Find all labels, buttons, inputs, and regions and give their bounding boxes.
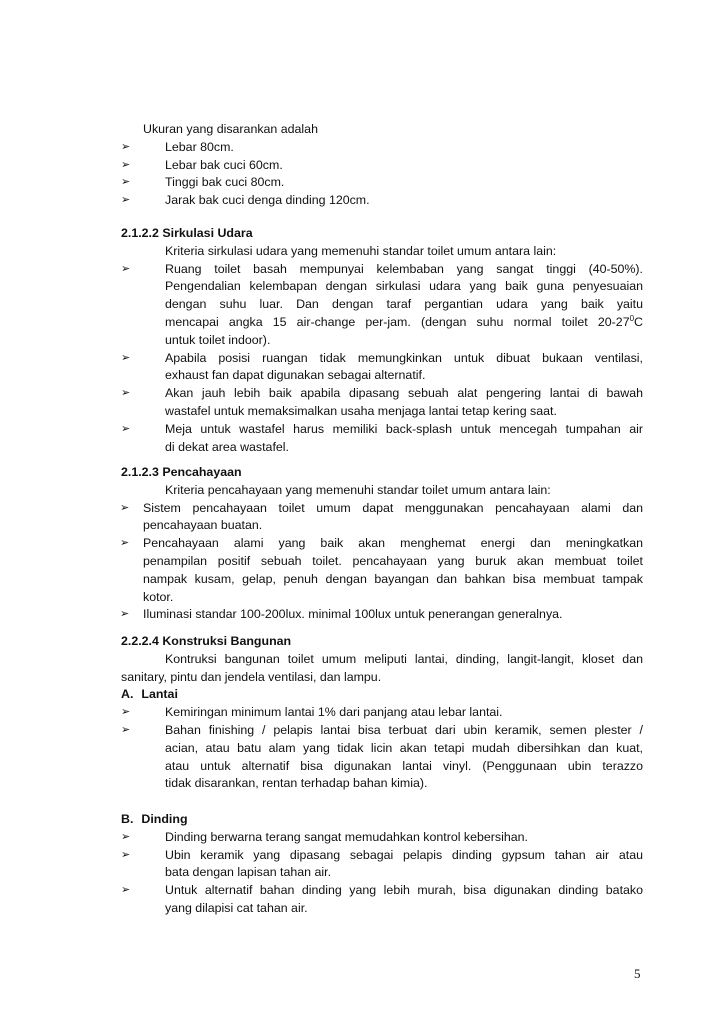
list-item: ➢ Akan jauh lebih baik apabila dipasang sebuah alat pengering lantai di bawah wastafel untuk memaksimalkan usaha menjaga lantai tetap kering saat. [121,386,643,418]
section-heading: 2.1.2.3 Pencahayaan [121,465,242,479]
arrow-bullet-icon: ➢ [121,387,131,400]
list-item: ➢ Meja untuk wastafel harus memiliki back-splash untuk mencegah tumpahan air di dekat area wastafel. [121,421,643,454]
list-item: ➢ Lebar 80cm. [121,139,643,157]
arrow-bullet-icon: ➢ [121,176,131,189]
list-item: ➢ Ubin keramik yang dipasang sebagai pelapis dinding gypsum tahan air atau bata dengan lapisan tahan air. [121,847,643,880]
section-lead: Kriteria sirkulasi udara yang memenuhi standar toilet umum antara lain: [165,243,557,258]
arrow-bullet-icon: ➢ [121,723,131,736]
paragraph: Kontruksi bangunan toilet umum meliputi lantai, dinding, langit-langit, kloset dan [165,651,643,666]
intro-section [121,121,643,210]
arrow-bullet-icon: ➢ [121,262,131,275]
list-item: ➢ Dinding berwarna terang sangat memudahkan kontrol kebersihan. [121,829,643,847]
arrow-bullet-icon: ➢ [121,884,131,897]
list-item: ➢ Iluminasi standar 100-200lux. minimal 100lux untuk penerangan generalnya. [121,606,643,624]
section-pencahayaan [121,464,643,624]
section-heading: 2.1.2.2 Sirkulasi Udara [121,226,253,240]
arrow-bullet-icon: ➢ [121,706,131,719]
list-item: ➢ Lebar bak cuci 60cm. [121,157,643,175]
arrow-bullet-icon: ➢ [121,351,131,364]
arrow-bullet-icon: ➢ [121,158,131,171]
arrow-bullet-icon: ➢ [120,501,130,514]
list-item: ➢ Apabila posisi ruangan tidak memungkinkan untuk dibuat bukaan ventilasi, exhaust fan dapat digunakan sebagai alternatif. [121,350,643,383]
list-item: ➢ Sistem pencahayaan toilet umum dapat menggunakan pencahayaan alami dan pencahayaan buatan. [120,500,643,533]
section-heading: 2.2.2.4 Konstruksi Bangunan [121,634,292,648]
page-number: 5 [634,966,641,981]
list-item: ➢ Tinggi bak cuci 80cm. [121,174,643,192]
list-item: ➢ Jarak bak cuci denga dinding 120cm. [121,192,643,210]
arrow-bullet-icon: ➢ [121,140,131,153]
paragraph: sanitary, pintu dan jendela ventilasi, dan lampu. [121,669,382,684]
arrow-bullet-icon: ➢ [120,608,130,621]
list-item: ➢ Untuk alternatif bahan dinding yang lebih murah, bisa digunakan dinding batako yang dilapisi cat tahan air. [121,883,643,915]
intro-text: Ukuran yang disarankan adalah [143,122,318,136]
list-item: ➢ Kemiringan minimum lantai 1% dari panjang atau lebar lantai. [121,704,643,722]
list-item: ➢ Ruang toilet basah mempunyai kelembaban yang sangat tinggi (40-50%). Pengendalian kelembapan dengan sirkulasi udara yang baik guna penyesuaian dengan suhu luar. Dan dengan taraf pergantian udara yang baik yaitu mencapai angka 15 air-change per-jam. (dengan suhu normal toilet $20-27^0C$ untuk toilet indoor). [121,261,643,347]
arrow-bullet-icon: ➢ [121,194,131,207]
arrow-bullet-icon: ➢ [121,422,131,435]
arrow-bullet-icon: ➢ [121,830,131,843]
subsection-heading: B. Dinding [121,811,188,826]
section-lead: Kriteria pencahayaan yang memenuhi standar toilet umum antara lain: [165,482,551,497]
arrow-bullet-icon: ➢ [121,848,131,861]
subsection-heading: A. Lantai [121,687,178,702]
section-konstruksi-bangunan [121,633,643,918]
list-item: ➢ Pencahayaan alami yang baik akan menghemat energi dan meningkatkan penampilan positif sebuah toilet. pencahayaan yang buruk akan membuat toilet nampak kusam, gelap, penuh dengan bayangan dan bahkan bisa membuat tampak kotor. [120,536,643,604]
section-sirkulasi-udara [121,225,643,456]
list-item: ➢ Bahan finishing / pelapis lantai bisa terbuat dari ubin keramik, semen plester / acian, atau batu alam yang tidak licin akan tetapi mudah dibersihkan dan kuat, atau untuk alternatif bisa digunakan lantai vinyl. (Penggunaan ubin terazzo tidak disarankan, rentan terhadap bahan kimia). [121,722,643,791]
arrow-bullet-icon: ➢ [120,537,130,550]
